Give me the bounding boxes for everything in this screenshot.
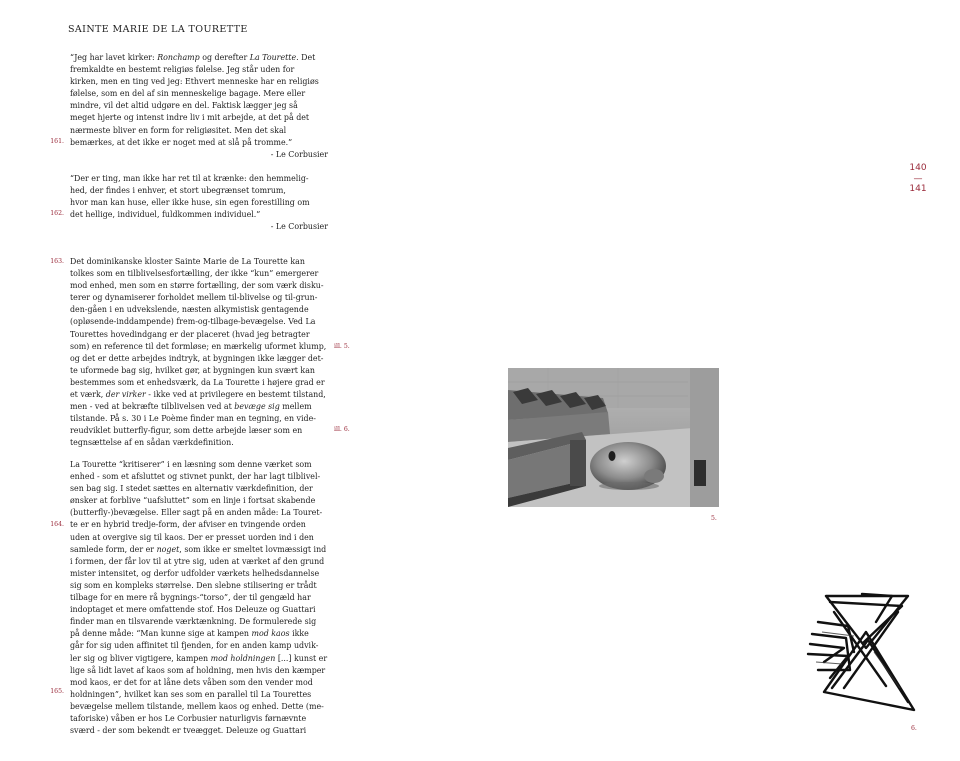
para1-line: som) en reference til det formløse; en mærkelig uformet klump, [70,341,327,351]
para2-line: enhed - som et afsluttet og stivnet punkt, der har lagt tilblivel- [70,472,321,482]
page-numbers [904,163,932,195]
para1-line [70,389,328,401]
para1-line: te uformede bag sig, hvilket gør, at bygningen kun svært kan [70,365,315,375]
quote1-text: og derefter [199,53,250,62]
quote1-line: kirken, men en ting ved jeg: Ethvert menneske har en religiøs [70,77,319,87]
para1-text: et værk, [70,390,106,400]
para2-line [70,628,328,640]
footnote-marker-165: 165. [50,688,64,695]
para1-italic: bevæge sig [234,402,280,412]
para2-text: samlede form, der er [70,544,157,554]
body-paragraph-1 [70,256,328,450]
quote2-line: hed, der findes i enhver, et stort ubegrænset tomrum, [70,186,286,196]
para1-line: den-gåen i en udvekslende, næsten alkymistisk gentagende [70,305,309,315]
para2-line: i formen, der får lov til at ytre sig, uden at værket af den grund [70,556,325,566]
page-number-right: 141 [909,184,927,194]
butterfly-sketch [804,592,922,716]
para2-line: sen bag sig. I stedet sættes en alternativ værkdefinition, der [70,484,313,494]
quote1-italic: La Tourette [249,53,297,62]
quote-block-2 [70,173,328,233]
quote1-line: mindre, vil det altid udgøre en del. Faktisk lægger jeg så [70,101,298,111]
running-header: SAINTE MARIE DE LA TOURETTE [68,24,248,35]
para1-line: Tourettes hovedindgang er der placeret (hvad jeg betragter [70,329,310,339]
para2-line [70,653,328,665]
footnote-marker-162: 162. [50,210,64,217]
body-paragraph-2 [70,459,328,737]
illustration-ref-6: ill. 6. [334,426,350,433]
para2-text: på denne måde: “Man kunne sige at kampen [70,629,252,639]
quote1-text: . Det [296,53,316,62]
para1-line: tilstande. På s. 30 i Le Poème finder man en tegning, en vide- [70,414,316,424]
quote2-line: hvor man kan huse, eller ikke huse, sin egen forestilling om [70,198,310,208]
quote1-attribution: - Le Corbusier [270,149,328,159]
para1-line: bestemmes som et enhedsværk, da La Tourette i højere grad er [70,377,325,387]
para1-text: mellem [279,402,312,412]
para1-line: (opløsende-inddampende) frem-og-tilbage-bevægelse. Ved La [70,317,316,327]
photo-caption: 5. [711,515,717,522]
sketch-graphic [804,592,922,716]
quote2-line: “Der er ting, man ikke har ret til at krænke: den hemmelig- [70,174,309,183]
para1-line: tegnsættelse af en sådan værkdefinition. [70,438,234,448]
para2-italic: noget [156,544,180,554]
para2-line: ønsker at forblive “uafsluttet” som en linje i fortsat skabende [70,496,316,506]
quote1-line: følelse, som en del af sin menneskelige bagage. Mere eller [70,89,306,99]
para2-line [70,544,328,556]
para2-text: ler sig og bliver vigtigere, kampen [70,653,211,663]
photo-graphic [508,368,719,507]
quote1-line [70,52,328,64]
footnote-marker-164: 164. [50,521,64,528]
page-number-dash: — [913,173,923,184]
para2-line: lige så lidt lavet af kaos som af holdning, men hvis den kæmper [70,665,326,675]
para1-line: mod enhed, men som en større fortælling, der som værk disku- [70,281,324,291]
para1-line [70,401,328,413]
para2-line: holdningen”, hvilket kan ses som en parallel til La Tourettes [70,689,312,699]
quote1-line: nærmeste bliver en form for religiøsitet. Men det skal [70,125,287,135]
quote1-italic: Ronchamp [157,53,200,62]
para2-text: ikke [289,629,309,639]
para2-line: te er en hybrid tredje-form, der afviser en tvingende orden [70,520,306,530]
para2-text: [...] kunst er [275,653,328,663]
para1-text: - ikke ved at privilegere en bestemt tilstand, [145,390,326,400]
para2-line: taforiske) våben er hos Le Corbusier naturligvis førnævnte [70,713,307,723]
para2-line: mod kaos, er det for at låne dets våben som den vender mod [70,677,313,687]
para2-line: (butterfly-)bevægelse. Eller sagt på en anden måde: La Touret- [70,508,323,518]
para2-text: , som ikke er smeltet lovmæssigt ind [179,544,327,554]
footnote-marker-161: 161. [50,138,64,145]
footnote-marker-163: 163. [50,258,64,265]
quote2-attribution: - Le Corbusier [270,222,328,232]
para1-text: men - ved at bekræfte tilblivelsen ved at [70,402,235,412]
illustration-ref-5: ill. 5. [334,343,350,350]
para2-italic: mod kaos [251,629,290,639]
quote2-line: det hellige, individuel, fuldkommen individuel.” [70,210,261,220]
para2-italic: mod holdningen [210,653,276,663]
para1-line: tolkes som en tilblivelsesfortælling, der ikke “kun” emergerer [70,269,319,279]
para1-line: reudviklet butterfly-figur, som dette arbejde læser som en [70,426,303,436]
page-number-left: 140 [909,163,927,173]
para2-line: La Tourette “kritiserer” i en læsning som denne værket som [70,460,312,469]
para2-line: sværd - der som bekendt er tveægget. Deleuze og Guattari [70,726,307,736]
para2-line: uden at overgive sig til kaos. Der er presset uorden ind i den [70,532,314,542]
para2-line: mister intensitet, og derfor udfolder værkets helhedsdannelse [70,568,320,578]
para1-line: Det dominikanske kloster Sainte Marie de La Tourette kan [70,257,305,266]
para2-line: sig som en kompleks størrelse. Den slebne stilisering er trådt [70,580,317,590]
photo-la-tourette-sculpture [508,368,719,507]
para1-line: terer og dynamiserer forholdet mellem til-blivelse og til-grun- [70,293,318,303]
quote-block-1 [70,52,328,161]
para2-line: indoptaget et mere omfattende stof. Hos Deleuze og Guattari [70,605,316,615]
para2-line: bevægelse mellem tilstande, mellem kaos og enhed. Dette (me- [70,701,324,711]
quote1-line: fremkaldte en bestemt religiøs følelse. Jeg står uden for [70,65,295,75]
quote1-text: “Jeg har lavet kirker: [70,53,158,62]
para2-line: tilbage for en mere rå bygnings-“torso”, der til gengæld har [70,593,311,603]
para1-line: og det er dette arbejdes indtryk, at bygningen ikke lægger det- [70,353,324,363]
para1-italic: der virker [105,390,146,400]
para2-line: finder man en tilsvarende værktænkning. De formulerede sig [70,617,317,627]
quote1-line: bemærkes, at det ikke er noget med at slå på tromme.” [70,137,293,147]
sketch-caption: 6. [911,725,917,732]
para2-line: går for sig uden affinitet til fjenden, for en anden kamp udvik- [70,641,319,651]
quote1-line: meget hjerte og intenst indre liv i mit arbejde, at det på det [70,113,310,123]
